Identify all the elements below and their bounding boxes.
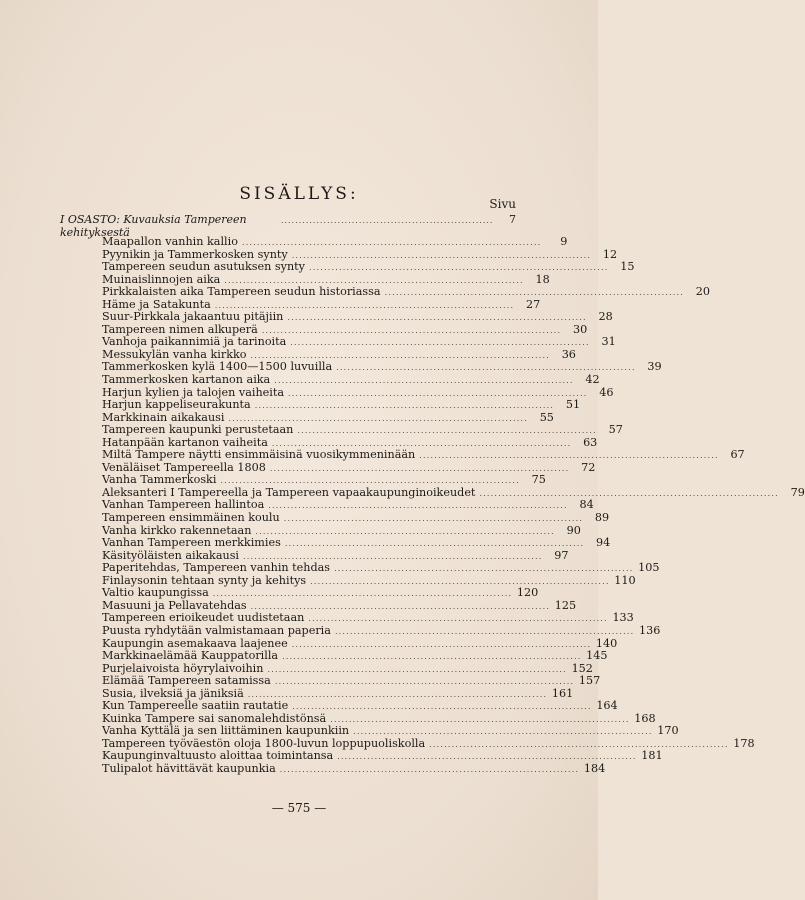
toc-entry-page: 90 (566, 523, 581, 537)
toc-entry-title: Kaupungin asemakaava laajenee (102, 636, 288, 650)
dot-leader: ................................................................................ (288, 388, 588, 398)
dot-leader: ................................................................................ (250, 601, 551, 611)
toc-entry-page: 164 (596, 699, 618, 713)
toc-entry-title: Maapallon vanhin kallio (102, 235, 238, 248)
toc-entry-page: 133 (612, 611, 634, 625)
toc-entry-page: 125 (554, 598, 577, 612)
toc-entry-title: Valtio kaupungissa (102, 586, 209, 600)
toc-entry-title: Pyynikin ja Tammerkosken synty (102, 247, 288, 261)
dot-leader: ................................................................................ (297, 426, 597, 436)
toc-entry-title: Vanhan Tampereen merkkimies (102, 536, 281, 550)
toc-entry (102, 724, 679, 738)
toc-entry-title: Venäläiset Tampereella 1808 (102, 460, 266, 474)
dot-leader: ................................................................................ (419, 451, 719, 461)
toc-entry-title: Elämää Tampereen satamissa (102, 674, 271, 688)
toc-entry-page: 63 (583, 435, 598, 449)
toc-entry-title: Kun Tampereelle saatiin rautatie (102, 699, 289, 713)
toc-entry-title: Messukylän vanha kirkko (102, 347, 247, 361)
toc-entry-page: 30 (573, 322, 588, 336)
toc-entry-page: 120 (516, 586, 539, 600)
dot-leader: ................................................................................ (241, 238, 542, 247)
dot-leader: ................................................................................ (308, 614, 608, 624)
dot-leader: ................................................................................ (429, 739, 729, 749)
toc-entry-title: Markkinain aikakausi (102, 410, 225, 424)
part-title: I OSASTO: Kuvauksia Tampereen kehityksestä (60, 213, 247, 239)
toc-entry-title: Susia, ilveksiä ja jäniksiä (102, 686, 244, 700)
dot-leader: ................................................................................ (271, 438, 572, 448)
dot-leader: ................................................................................ (274, 376, 574, 386)
dot-leader: ................................................................................ (336, 363, 636, 373)
toc-entry (102, 649, 608, 663)
dot-leader: ................................................................................ (284, 539, 585, 549)
toc-entry (102, 235, 568, 249)
toc-entry-title: Harjun kappeliseurakunta (102, 398, 251, 412)
toc-entry-page: 20 (695, 285, 711, 299)
toc-entry-page: 89 (594, 511, 610, 525)
toc-entry-title: Tulipalot hävittävät kaupunkia (102, 761, 276, 775)
toc-entry (102, 586, 539, 600)
toc-entry-title: Tammerkosken kylä 1400—1500 luvuilla (102, 360, 333, 374)
dot-leader: ................................................................................ (220, 476, 520, 486)
toc-entry-page: 168 (634, 711, 656, 725)
toc-entry-page: 72 (581, 460, 596, 474)
toc-entry-page: 27 (525, 297, 541, 311)
toc-entry-title: Tampereen nimen alkuperä (102, 322, 258, 336)
dot-leader: ................................................................................ (212, 589, 513, 599)
toc-entry-page: 31 (601, 335, 616, 349)
dot-leader: ................................................................................ (330, 714, 630, 724)
dot-leader: ................................................................................ (334, 564, 634, 574)
dot-leader: ................................................................................ (267, 664, 567, 674)
toc-entry-page: 18 (535, 272, 550, 286)
dot-leader: ................................................................................ (268, 501, 568, 511)
dot-leader: ................................................................................ (274, 677, 575, 687)
toc-entry-page: 67 (730, 448, 745, 462)
toc-entry (102, 448, 745, 462)
dot-leader: ................................................................................ (243, 551, 543, 561)
toc-entry (102, 398, 581, 412)
toc-entry-page: 42 (585, 373, 600, 387)
dot-leader: ................................................................................ (292, 702, 592, 712)
toc-entry-page: 184 (583, 761, 606, 775)
toc-entry-title: Tampereen seudun asutuksen synty (102, 260, 306, 274)
toc-entry-title: Markkinaelämää Kauppatorilla (102, 649, 279, 663)
dot-leader: ................................................................................ (353, 727, 653, 737)
toc-entry-title: Vanha Kyttälä ja sen liittäminen kaupunkiin (102, 724, 350, 738)
toc-entry-page: 46 (599, 385, 614, 399)
toc-entry-title: Aleksanteri I Tampereella ja Tampereen vapaakaupunginoikeudet (102, 485, 476, 499)
toc-entry-title: Miltä Tampere näytti ensimmäisinä vuosikymmeninään (102, 448, 416, 462)
dot-leader: ................................................................................ (337, 752, 637, 762)
dot-leader: ................................................................................ (282, 652, 582, 662)
dot-leader: ................................................................................ (255, 526, 555, 536)
toc-entry-page: 55 (539, 410, 554, 424)
part-heading (60, 213, 516, 239)
dot-leader: ................................................................................ (291, 639, 592, 649)
toc-entry (102, 260, 635, 274)
dot-leader: ................................................................................ (269, 463, 570, 473)
toc-entry-title: Vanhoja paikannimiä ja tarinoita (102, 335, 287, 349)
dot-leader: ................................................................................ (214, 300, 515, 310)
toc-entry-title: Käsityöläisten aikakausi (102, 548, 240, 562)
toc-entry-page: 75 (531, 473, 546, 487)
page-title: SISÄLLYS: (239, 184, 359, 204)
toc-entry (102, 373, 600, 387)
toc-list (102, 235, 805, 776)
dot-leader: ................................................................................ (287, 313, 587, 323)
dot-leader: ................................................................................ (254, 401, 555, 411)
dot-leader: ................................................................................ (309, 263, 609, 273)
toc-entry-page: 12 (602, 247, 618, 261)
page-number: — 575 — (271, 801, 327, 815)
toc-entry-page: 97 (554, 548, 569, 562)
toc-entry (102, 423, 623, 437)
toc-entry-page: 15 (620, 260, 635, 274)
toc-entry-page: 94 (596, 536, 611, 550)
toc-entry-page: 136 (639, 623, 661, 637)
toc-entry-page: 152 (571, 661, 593, 675)
part-page: 7 (509, 213, 516, 226)
toc-entry-page: 145 (586, 649, 608, 663)
toc-entry-page: 9 (560, 235, 568, 248)
toc-entry-page: 110 (614, 573, 636, 587)
toc-entry (102, 285, 711, 299)
toc-entry-title: Tampereen erioikeudet uudistetaan (102, 611, 305, 625)
toc-entry-title: Kuinka Tampere sai sanomalehdistönsä (102, 711, 327, 725)
dot-leader: ................................................................................ (228, 413, 528, 423)
toc-entry-title: Tammerkosken kartanon aika (102, 373, 271, 387)
dot-leader: ................................................................................ (310, 576, 610, 586)
toc-entry-page: 105 (638, 561, 660, 575)
toc-entry-title: Paperitehdas, Tampereen vanhin tehdas (102, 561, 331, 575)
dot-leader: ................................................................................ (479, 488, 779, 498)
toc-entry-page: 28 (598, 310, 613, 324)
toc-entry-title: Vanha kirkko rakennetaan (102, 523, 252, 537)
dot-leader: ................................................................................ (334, 626, 635, 636)
dot-leader: ................................................................................ (261, 325, 562, 335)
dot-leader: ................................................................................ (279, 764, 580, 774)
toc-entry-page: 161 (551, 686, 574, 700)
toc-entry-title: Puusta ryhdytään valmistamaan paperia (102, 623, 331, 637)
dot-leader: ................................................................................ (290, 338, 590, 348)
toc-entry-title: Hatanpään kartanon vaiheita (102, 435, 268, 449)
toc-entry (102, 623, 661, 638)
toc-entry-page: 39 (647, 360, 662, 374)
toc-entry-page: 157 (578, 674, 601, 688)
toc-entry-title: Häme ja Satakunta (102, 297, 211, 311)
dot-leader: ................................................................................ (283, 514, 584, 524)
toc-entry-title: Masuuni ja Pellavatehdas (102, 598, 247, 612)
dot-leader: ................................................................................ (250, 350, 550, 360)
toc-entry (102, 674, 601, 688)
toc-entry-page: 178 (733, 736, 755, 750)
toc-entry-page: 181 (641, 749, 663, 763)
toc-entry-title: Pirkkalaisten aika Tampereen seudun historiassa (102, 285, 381, 299)
dot-leader: ................................................................................ (384, 288, 685, 298)
toc-entry-page: 140 (595, 636, 618, 650)
toc-entry-title: Harjun kylien ja talojen vaiheita (102, 385, 285, 399)
page-column-label: Sivu (489, 197, 516, 211)
dot-leader: ................................................................................ (247, 689, 548, 699)
toc-entry (102, 511, 610, 525)
toc-entry-page: 36 (561, 347, 576, 361)
toc-entry-title: Suur-Pirkkala jakaantuu pitäjiin (102, 310, 284, 324)
toc-entry-page: 57 (608, 423, 623, 437)
toc-entry-title: Tampereen ensimmäinen koulu (102, 511, 280, 525)
dot-leader: ................................................................................ (224, 275, 524, 285)
toc-entry (102, 536, 611, 550)
toc-entry (102, 761, 606, 776)
toc-entry-page: 170 (657, 724, 679, 738)
toc-entry-title: Vanha Tammerkoski (102, 473, 217, 487)
toc-entry (102, 561, 660, 575)
toc-entry-title: Finlaysonin tehtaan synty ja kehitys (102, 573, 307, 587)
toc-entry-title: Tampereen työväestön oloja 1800-luvun loppupuoliskolla (102, 736, 426, 750)
toc-entry-title: Tampereen kaupunki perustetaan (102, 423, 294, 437)
dot-leader: ............................................................ (280, 216, 494, 225)
toc-entry-page: 84 (579, 498, 594, 512)
toc-entry-page: 51 (565, 398, 581, 412)
toc-entry (102, 699, 618, 713)
toc-entry-title: Purjelaivoista höyrylaivoihin (102, 661, 264, 675)
toc-entry-title: Kaupunginvaltuusto aloittaa toimintansa (102, 749, 334, 763)
toc-entry-title: Vanhan Tampereen hallintoa (102, 498, 265, 512)
toc-entry (102, 310, 613, 324)
dot-leader: ................................................................................ (291, 250, 592, 260)
toc-entry-title: Muinaislinnojen aika (102, 272, 221, 286)
toc-entry-page: 79 (790, 485, 805, 499)
